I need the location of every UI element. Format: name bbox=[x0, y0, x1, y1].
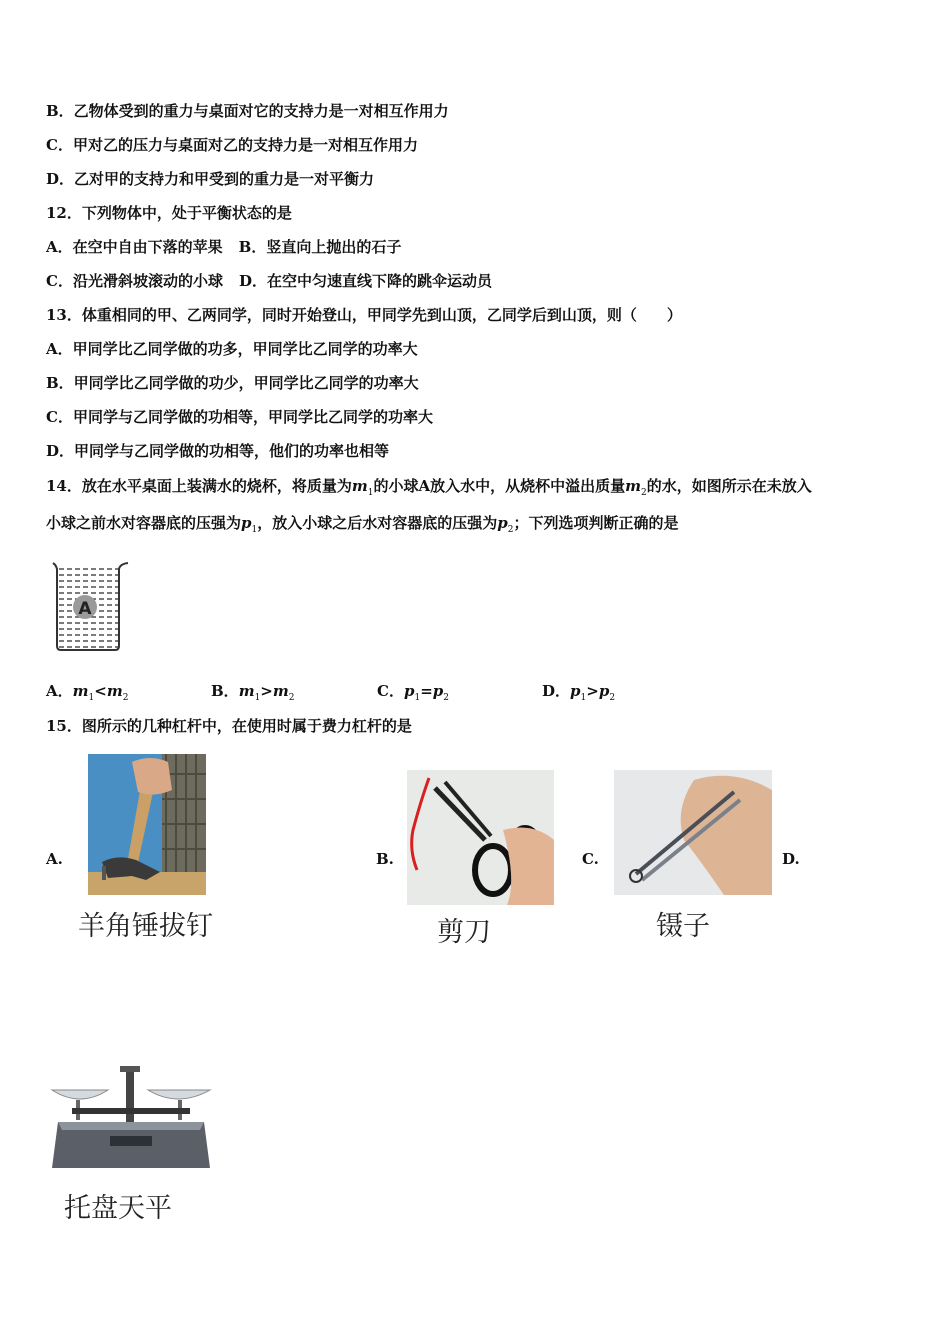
q15-label-d: D. bbox=[782, 850, 800, 868]
q12-options-cd bbox=[46, 271, 492, 291]
beaker-figure bbox=[50, 560, 132, 656]
scissors-icon bbox=[407, 770, 554, 905]
q13-option-a: A．甲同学比乙同学做的功多，甲同学比乙同学的功率大 bbox=[46, 340, 418, 358]
q13-stem: 13．体重相同的甲、乙两同学，同时开始登山，甲同学先到山顶，乙同学后到山顶，则（ ） bbox=[46, 306, 682, 324]
caption-hammer: 羊角锤拔钉 bbox=[78, 911, 213, 942]
q14-option-d: D．$p_1>p_2$ bbox=[542, 682, 616, 703]
q12-option-d: D．在空中匀速直线下降的跳伞运动员 bbox=[238, 272, 492, 290]
caption-scissors: 剪刀 bbox=[437, 917, 491, 948]
hammer-icon bbox=[88, 754, 206, 895]
q15-label-c: C. bbox=[582, 850, 599, 868]
q12-options-ab bbox=[46, 237, 401, 257]
q14-stem-line2: 小球之前水对容器底的压强为$p_1$，放入小球之后水对容器底的压强为$p_2$；下列选项判断正确的是 bbox=[46, 514, 679, 535]
q14-stem-line1: 14．放在水平桌面上装满水的烧杯，将质量为$m_1$的小球A放入水中，从烧杯中溢出质量$m_2$的水，如图所示在未放入 bbox=[46, 477, 812, 498]
q12-option-c: C．沿光滑斜坡滚动的小球 bbox=[46, 272, 223, 290]
q12-option-a: A．在空中自由下落的苹果 bbox=[46, 238, 223, 256]
q12-option-b: B．竖直向上抛出的石子 bbox=[238, 238, 402, 256]
q13-option-d: D．甲同学与乙同学做的功相等，他们的功率也相等 bbox=[46, 442, 390, 460]
q15-label-b: B. bbox=[376, 850, 394, 868]
caption-tweezers: 镊子 bbox=[656, 911, 710, 942]
q14-option-a: A．$m_1<m_2$ bbox=[46, 682, 129, 703]
ball-label: A bbox=[78, 599, 92, 619]
q11-option-c: C．甲对乙的压力与桌面对乙的支持力是一对相互作用力 bbox=[46, 136, 418, 154]
q14-option-b: B．$m_1>m_2$ bbox=[211, 682, 295, 703]
caption-balance: 托盘天平 bbox=[64, 1193, 172, 1224]
balance-image bbox=[50, 1060, 212, 1174]
q14-option-c: C．$p_1=p_2$ bbox=[377, 682, 449, 703]
q15-stem: 15．图所示的几种杠杆中，在使用时属于费力杠杆的是 bbox=[46, 717, 412, 735]
tweezers-image bbox=[614, 770, 772, 895]
q12-stem: 12．下列物体中，处于平衡状态的是 bbox=[46, 204, 292, 222]
q13-option-c: C．甲同学与乙同学做的功相等，甲同学比乙同学的功率大 bbox=[46, 408, 433, 426]
q11-option-b: B．乙物体受到的重力与桌面对它的支持力是一对相互作用力 bbox=[46, 102, 449, 120]
balance-icon bbox=[50, 1060, 212, 1174]
q13-option-b: B．甲同学比乙同学做的功少，甲同学比乙同学的功率大 bbox=[46, 374, 419, 392]
q11-option-d: D．乙对甲的支持力和甲受到的重力是一对平衡力 bbox=[46, 170, 375, 188]
q15-label-a: A. bbox=[46, 850, 63, 868]
scissors-image bbox=[407, 770, 554, 905]
tweezers-icon bbox=[614, 770, 772, 895]
beaker-icon bbox=[50, 560, 132, 656]
hammer-image bbox=[88, 754, 206, 895]
